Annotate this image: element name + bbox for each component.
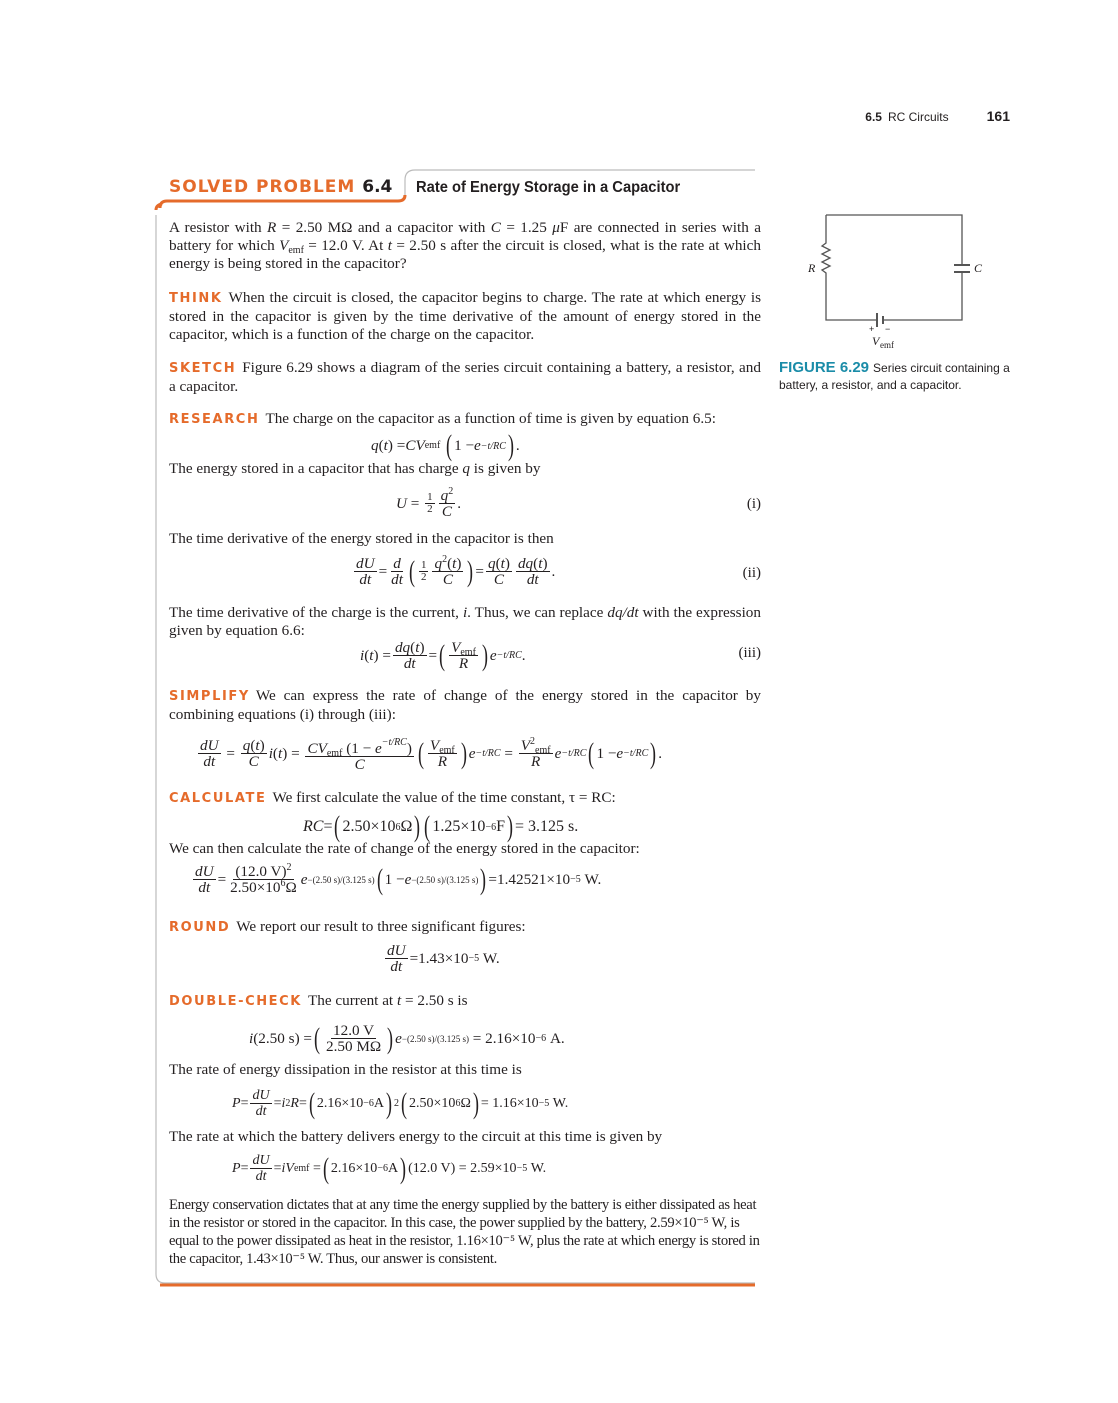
double-check-conclusion: Energy conservation dictates that at any time the energy supplied by the battery is either dissipated as heat in the resistor or stored in the capacitor. In this case, the power supplied by the battery, 2.59×10⁻⁵ W, is equal to the power dissipated as heat in the resistor, 1.16×10⁻⁵ W, plus the rate at which energy is stored in the capacitor, 1.43×10⁻⁵ W. Thus, our answer is consistent. [169, 1197, 760, 1267]
equation-tag-iii: (iii) [738, 645, 761, 661]
plus-sign: + [869, 324, 875, 334]
section-number: 6.5 [865, 110, 882, 124]
equation-simplify: $\frac{dU}{dt}$ = $\frac{q(t)}{C}$ i ( t ) = $\frac{CV_{emf} (1 - e^{-t/RC})}{C}$ ( $\frac{V_{emf}}{R}$ ) e −t/RC = $\frac{V^2_{emf}}{R}$ e −t/RC ( 1 − e −t/RC ) . [200, 736, 663, 773]
equation-result: $\frac{dU}{dt}$ = $\frac{(12.0 V)^2}{2.50\times 10^6\Omega}$ e −(2.50 s)/(3.125 s) ( 1 − e −(2.50 s)/(3.125 s) ) = 1.42521×10 −5 W. [195, 862, 602, 896]
sketch-text: Figure 6.29 shows a diagram of the series circuit containing a battery, a resistor, and a capacitor. [169, 359, 761, 395]
solved-problem-number: 6.4 [362, 177, 393, 197]
research-text-1: The charge on the capacitor as a function of time is given by equation 6.5: [265, 410, 716, 427]
figure-label: FIGURE 6.29 [779, 359, 870, 376]
equation-charge: q ( t ) = CV emf ( 1 − e −t/RC ) . [371, 429, 520, 462]
capacitor-label: C [974, 261, 983, 275]
round-step [169, 918, 761, 937]
calculate-text-1: We first calculate the value of the time constant, τ = RC: [272, 789, 616, 806]
think-step [169, 289, 761, 344]
equation-rounded: $\frac{dU}{dt}$ = 1.43×10 −5 W. [387, 942, 500, 975]
section-title: RC Circuits [887, 110, 949, 124]
sketch-label: SKETCH [169, 361, 237, 376]
simplify-text: We can express the rate of change of the energy stored in the capacitor by combining equations (i) through (iii): [169, 687, 761, 723]
minus-sign: − [885, 324, 891, 334]
battery-label: V [872, 334, 880, 348]
equation-energy: U = $\frac{1}{2}$ $\frac{q^2}{C}$ . [396, 486, 462, 520]
figure-caption-text: Series circuit containing a battery, a resistor, and a capacitor. [779, 361, 1010, 392]
battery-symbol [877, 313, 883, 327]
sketch-step [169, 359, 761, 396]
double-check-step: DOUBLE-CHECK The current at t = 2.50 s is [169, 992, 468, 1009]
solved-problem-label [169, 177, 392, 197]
solved-problem-title: Rate of Energy Storage in a Capacitor [416, 179, 681, 196]
running-head [865, 108, 1010, 124]
resistor-symbol [822, 240, 830, 275]
calculate-step [169, 789, 761, 808]
equation-resistor-power: P = $\frac{dU}{dt}$ = i 2 R = ( 2.16×10 −6 A ) 2 ( 2.50×10 6 Ω ) = 1.16×10 −5 W. [232, 1086, 569, 1120]
calculate-text-2: We can then calculate the rate of change of the energy stored in the capacitor: [169, 840, 640, 857]
double-check-text-2: The rate of energy dissipation in the resistor at this time is [169, 1061, 522, 1078]
research-label: RESEARCH [169, 412, 260, 427]
equation-tag-ii: (ii) [742, 565, 761, 581]
round-label: ROUND [169, 920, 231, 935]
capacitor-symbol [954, 265, 970, 272]
solved-problem-text: SOLVED PROBLEM [169, 177, 356, 197]
think-label: THINK [169, 291, 223, 306]
battery-label-sub: emf [880, 340, 894, 350]
circuit-diagram [800, 205, 1000, 355]
simplify-label: SIMPLIFY [169, 689, 250, 704]
round-text: We report our result to three significant figures: [236, 918, 526, 935]
research-text-3: The time derivative of the energy stored in the capacitor is then [169, 530, 554, 547]
problem-statement: A resistor with R = 2.50 MΩ and a capacitor with C = 1.25 μF are connected in series with a battery for which $V_{emf} = 12.0$ V. At t = 2.50 s after the circuit is closed, what is the rate at which energy is being stored in the capacitor? [169, 219, 761, 272]
resistor-label: R [808, 261, 816, 275]
research-step [169, 410, 761, 429]
double-check-label: DOUBLE-CHECK [169, 994, 302, 1009]
calculate-label: CALCULATE [169, 791, 267, 806]
figure-caption [779, 359, 1019, 394]
think-text: When the circuit is closed, the capacitor begins to charge. The rate at which energy is stored in the capacitor is given by the time derivative of the amount of energy stored in the capacitor, which is a function of the charge on the capacitor. [169, 289, 761, 343]
double-check-text-3: The rate at which the battery delivers energy to the circuit at this time is given by [169, 1128, 663, 1145]
page-number: 161 [986, 108, 1010, 124]
equation-current: i ( t ) = $\frac{dq(t)}{dt}$ = ( $\frac{V_{emf}}{R}$ ) e −t/RC . [360, 638, 526, 672]
equation-time-constant: RC = ( 2.50×10 6 Ω ) ( 1.25×10 −6 F ) = 3.125 s. [303, 810, 579, 843]
equation-check-current: i (2.50 s) = ( $\frac{12.0 V}{2.50 M\Omega}$ ) e −(2.50 s)/(3.125 s) = 2.16×10 −6 A. [249, 1021, 565, 1055]
equation-tag-i: (i) [746, 496, 761, 512]
research-text-2: The energy stored in a capacitor that has charge q is given by [169, 460, 541, 477]
simplify-step [169, 687, 761, 724]
equation-battery-power: P = $\frac{dU}{dt}$ = iV emf = ( 2.16×10 −6 A ) (12.0 V) = 2.59×10 −5 W. [232, 1151, 547, 1185]
research-text-4: The time derivative of the charge is the current, i. Thus, we can replace dq/dt with the expression given by equation 6.6: [169, 604, 761, 639]
equation-derivative: $\frac{dU}{dt}$ = $\frac{d}{dt}$ ( $\frac{1}{2}$ $\frac{q^2(t)}{C}$ ) = $\frac{q(t)}{C}$ $\frac{dq(t)}{dt}$ . [356, 554, 556, 588]
